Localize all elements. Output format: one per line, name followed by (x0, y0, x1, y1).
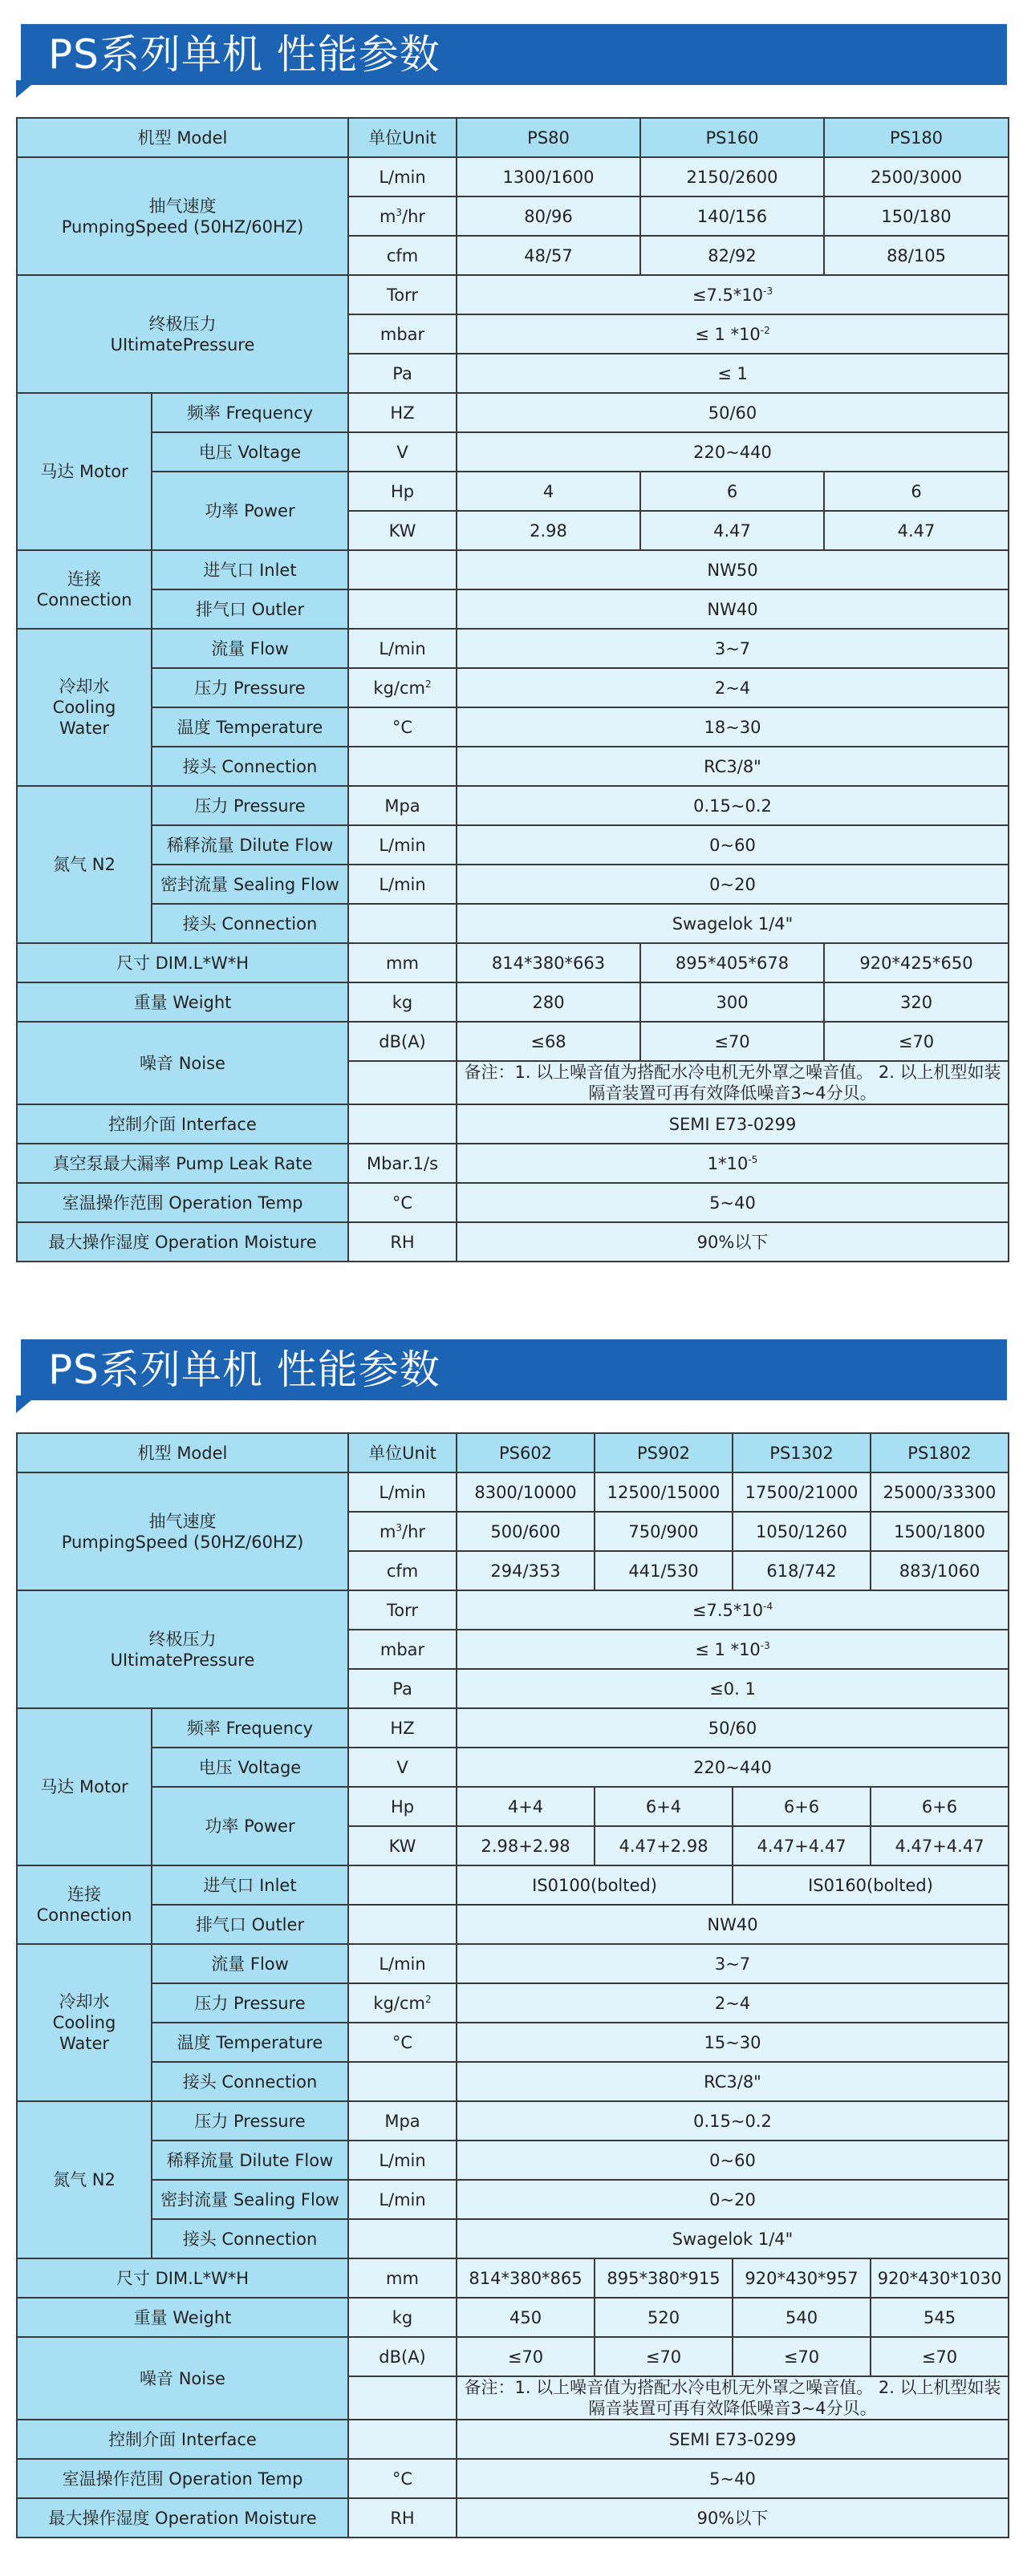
header-model-name: PS602 (457, 1433, 595, 1472)
section-banner (0, 24, 1027, 104)
banner-notch (16, 1395, 37, 1413)
cooling-water-label: 冷却水 Cooling Water (17, 629, 152, 786)
value-cell: ≤70 (871, 2337, 1009, 2376)
dilute-flow-label: 稀释流量 Dilute Flow (152, 2141, 348, 2180)
value-cell: 6 (640, 472, 824, 511)
table-row (17, 668, 1009, 707)
value-cell: Swagelok 1/4" (457, 904, 1009, 943)
table-row (17, 786, 1009, 825)
table-row (17, 2498, 1009, 2538)
value-cell: NW40 (457, 1905, 1009, 1944)
value-cell: 90%以下 (457, 2498, 1009, 2538)
value-cell: 540 (733, 2298, 871, 2337)
operation-moisture-label: 最大操作湿度 Operation Moisture (17, 1222, 348, 1262)
value-cell: 814*380*865 (457, 2258, 595, 2298)
table-row (17, 157, 1009, 196)
unit-cell: L/min (348, 157, 457, 196)
outlet-label: 排气口 Outler (152, 589, 348, 629)
sealing-flow-label: 密封流量 Sealing Flow (152, 2180, 348, 2219)
table-row (17, 2141, 1009, 2180)
voltage-label: 电压 Voltage (152, 1748, 348, 1787)
weight-label: 重量 Weight (17, 2298, 348, 2337)
pressure-label: 压力 Pressure (152, 786, 348, 825)
value-cell: 450 (457, 2298, 595, 2337)
voltage-label: 电压 Voltage (152, 432, 348, 472)
value-cell: ≤ 1 $*10^{-3}$ (457, 1630, 1009, 1669)
unit-cell (348, 550, 457, 589)
interface-label: 控制介面 Interface (17, 1104, 348, 1144)
unit-cell (348, 1061, 457, 1104)
table-row (17, 1022, 1009, 1061)
unit-cell (348, 1865, 457, 1905)
table-row (17, 1144, 1009, 1183)
unit-cell: °C (348, 707, 457, 747)
value-cell: 220~440 (457, 432, 1009, 472)
value-cell: 140/156 (640, 196, 824, 236)
table-row (17, 747, 1009, 786)
value-cell: 0.15~0.2 (457, 786, 1009, 825)
frequency-label: 频率 Frequency (152, 1708, 348, 1748)
table-row (17, 550, 1009, 589)
value-cell: 2500/3000 (824, 157, 1009, 196)
unit-cell: L/min (348, 865, 457, 904)
header-model-name: PS902 (595, 1433, 733, 1472)
leak-rate-label: 真空泵最大漏率 Pump Leak Rate (17, 1144, 348, 1183)
value-cell: ≤70 (733, 2337, 871, 2376)
table-row (17, 1865, 1009, 1905)
unit-cell: kg (348, 2298, 457, 2337)
value-cell: 2.98 (457, 511, 640, 550)
spec-section-2 (0, 1339, 1027, 2528)
value-cell: 220~440 (457, 1748, 1009, 1787)
table-row (17, 2298, 1009, 2337)
value-cell: 150/180 (824, 196, 1009, 236)
table-row (17, 2420, 1009, 2459)
unit-cell: °C (348, 2459, 457, 2498)
noise-note: 备注：1. 以上噪音值为搭配水冷电机无外罩之噪音值。 2. 以上机型如装隔音装置可再有效降低噪音3~4分贝。 (457, 2376, 1009, 2420)
cooling-water-label: 冷却水 Cooling Water (17, 1944, 152, 2101)
pumping-speed-label: 抽气速度 PumpingSpeed (50HZ/60HZ) (17, 1472, 348, 1590)
spec-table (16, 1432, 1009, 2538)
table-row (17, 1590, 1009, 1630)
unit-cell: L/min (348, 1472, 457, 1512)
ultimate-pressure-label: 终极压力 UItimatePressure (17, 1590, 348, 1708)
value-cell: RC3/8" (457, 2062, 1009, 2101)
value-cell: ≤70 (457, 2337, 595, 2376)
value-cell: 2.98+2.98 (457, 1826, 595, 1865)
value-cell: 6+6 (871, 1787, 1009, 1826)
value-cell: 814*380*663 (457, 943, 640, 982)
unit-cell: cfm (348, 1551, 457, 1590)
value-cell: NW50 (457, 550, 1009, 589)
unit-cell: Hp (348, 472, 457, 511)
operation-temp-label: 室温操作范围 Operation Temp (17, 2459, 348, 2498)
header-unit: 单位Unit (348, 118, 457, 157)
value-cell: 300 (640, 982, 824, 1022)
unit-cell: kg (348, 982, 457, 1022)
table-row (17, 2258, 1009, 2298)
table-row (17, 1183, 1009, 1222)
motor-label: 马达 Motor (17, 1708, 152, 1865)
value-cell: 4.47 (640, 511, 824, 550)
table-row (17, 1944, 1009, 1983)
unit-cell: Hp (348, 1787, 457, 1826)
header-model-name: PS180 (824, 118, 1009, 157)
value-cell: 2~4 (457, 1983, 1009, 2023)
value-cell: 545 (871, 2298, 1009, 2337)
unit-cell: HZ (348, 393, 457, 432)
connection-sub-label: 接头 Connection (152, 2062, 348, 2101)
value-cell: 4+4 (457, 1787, 595, 1826)
header-model-name: PS1802 (871, 1433, 1009, 1472)
value-cell: 6+4 (595, 1787, 733, 1826)
unit-cell (348, 2219, 457, 2258)
weight-label: 重量 Weight (17, 982, 348, 1022)
unit-cell: L/min (348, 629, 457, 668)
value-cell: ≤0. 1 (457, 1669, 1009, 1708)
value-cell: 25000/33300 (871, 1472, 1009, 1512)
value-cell: 0~60 (457, 2141, 1009, 2180)
unit-cell: RH (348, 2498, 457, 2538)
noise-note: 备注：1. 以上噪音值为搭配水冷电机无外罩之噪音值。 2. 以上机型如装隔音装置可再有效降低噪音3~4分贝。 (457, 1061, 1009, 1104)
value-cell: 12500/15000 (595, 1472, 733, 1512)
unit-cell: $m^3/hr$ (348, 196, 457, 236)
unit-cell (348, 747, 457, 786)
value-cell: 88/105 (824, 236, 1009, 275)
connection-label: 连接 Connection (17, 550, 152, 629)
value-cell: 5~40 (457, 2459, 1009, 2498)
value-cell: 2150/2600 (640, 157, 824, 196)
value-cell: 0~20 (457, 2180, 1009, 2219)
unit-cell: L/min (348, 825, 457, 865)
value-cell: ≤70 (640, 1022, 824, 1061)
interface-label: 控制介面 Interface (17, 2420, 348, 2459)
value-cell: 4.47 (824, 511, 1009, 550)
value-cell: SEMI E73-0299 (457, 2420, 1009, 2459)
value-cell: 6+6 (733, 1787, 871, 1826)
spec-table (16, 117, 1009, 1262)
value-cell: 920*430*1030 (871, 2258, 1009, 2298)
unit-cell: $m^3/hr$ (348, 1512, 457, 1551)
unit-cell: RH (348, 1222, 457, 1262)
value-cell: 750/900 (595, 1512, 733, 1551)
unit-cell: dB(A) (348, 1022, 457, 1061)
value-cell: $\le 7.5*10^{-3}$ (457, 275, 1009, 314)
table-row (17, 904, 1009, 943)
header-model-name: PS1302 (733, 1433, 871, 1472)
table-row (17, 982, 1009, 1022)
unit-cell: Mpa (348, 2101, 457, 2141)
table-row (17, 1222, 1009, 1262)
header-model-name: PS80 (457, 118, 640, 157)
section-banner (0, 1339, 1027, 1420)
connection-sub-label: 接头 Connection (152, 747, 348, 786)
value-cell: 5~40 (457, 1183, 1009, 1222)
value-cell: 4 (457, 472, 640, 511)
value-cell: 17500/21000 (733, 1472, 871, 1512)
unit-cell: V (348, 432, 457, 472)
unit-cell: V (348, 1748, 457, 1787)
table-row (17, 2101, 1009, 2141)
value-cell: 8300/10000 (457, 1472, 595, 1512)
value-cell: 4.47+2.98 (595, 1826, 733, 1865)
value-cell: ≤70 (824, 1022, 1009, 1061)
power-label: 功率 Power (152, 1787, 348, 1865)
header-model-name: PS160 (640, 118, 824, 157)
pressure-label: 压力 Pressure (152, 1983, 348, 2023)
table-row (17, 589, 1009, 629)
unit-cell: $kg/cm^2$ (348, 1983, 457, 2023)
unit-cell: HZ (348, 1708, 457, 1748)
table-row (17, 629, 1009, 668)
unit-cell: Pa (348, 1669, 457, 1708)
unit-cell: mm (348, 943, 457, 982)
banner-notch (16, 80, 37, 98)
unit-cell: Torr (348, 275, 457, 314)
n2-label: 氮气 N2 (17, 2101, 152, 2258)
flow-label: 流量 Flow (152, 1944, 348, 1983)
table-row (17, 943, 1009, 982)
inlet-label: 进气口 Inlet (152, 1865, 348, 1905)
table-row (17, 2023, 1009, 2062)
value-cell: 320 (824, 982, 1009, 1022)
unit-cell (348, 1104, 457, 1144)
connection-sub-label: 接头 Connection (152, 2219, 348, 2258)
noise-label: 噪音 Noise (17, 2337, 348, 2420)
unit-cell: Torr (348, 1590, 457, 1630)
unit-cell (348, 904, 457, 943)
table-row (17, 1748, 1009, 1787)
unit-cell: L/min (348, 1944, 457, 1983)
unit-cell: L/min (348, 2180, 457, 2219)
unit-cell: KW (348, 511, 457, 550)
value-cell: Swagelok 1/4" (457, 2219, 1009, 2258)
value-cell: 895*405*678 (640, 943, 824, 982)
operation-temp-label: 室温操作范围 Operation Temp (17, 1183, 348, 1222)
value-cell: $1*10^{-5}$ (457, 1144, 1009, 1183)
value-cell: 4.47+4.47 (733, 1826, 871, 1865)
value-cell: RC3/8" (457, 747, 1009, 786)
table-row (17, 1905, 1009, 1944)
unit-cell (348, 589, 457, 629)
value-cell: NW40 (457, 589, 1009, 629)
value-cell: 50/60 (457, 393, 1009, 432)
table-row (17, 275, 1009, 314)
section-title: PS系列单机 性能参数 (48, 1347, 440, 1393)
n2-label: 氮气 N2 (17, 786, 152, 943)
table-row (17, 2219, 1009, 2258)
unit-cell: mbar (348, 1630, 457, 1669)
value-cell: 48/57 (457, 236, 640, 275)
value-cell: 1500/1800 (871, 1512, 1009, 1551)
table-row (17, 2459, 1009, 2498)
value-cell: 50/60 (457, 1708, 1009, 1748)
value-cell: 1300/1600 (457, 157, 640, 196)
unit-cell: Mpa (348, 786, 457, 825)
value-cell: SEMI E73-0299 (457, 1104, 1009, 1144)
table-row (17, 825, 1009, 865)
outlet-label: 排气口 Outler (152, 1905, 348, 1944)
value-cell: IS0160(bolted) (733, 1865, 1009, 1905)
unit-cell: dB(A) (348, 2337, 457, 2376)
unit-cell: KW (348, 1826, 457, 1865)
unit-cell: °C (348, 2023, 457, 2062)
unit-cell: Pa (348, 354, 457, 393)
pumping-speed-label: 抽气速度 PumpingSpeed (50HZ/60HZ) (17, 157, 348, 275)
value-cell: 520 (595, 2298, 733, 2337)
value-cell: 883/1060 (871, 1551, 1009, 1590)
value-cell: ≤70 (595, 2337, 733, 2376)
pressure-label: 压力 Pressure (152, 2101, 348, 2141)
unit-cell: mbar (348, 314, 457, 354)
frequency-label: 频率 Frequency (152, 393, 348, 432)
dilute-flow-label: 稀释流量 Dilute Flow (152, 825, 348, 865)
unit-cell: cfm (348, 236, 457, 275)
unit-cell: L/min (348, 2141, 457, 2180)
value-cell: 441/530 (595, 1551, 733, 1590)
noise-label: 噪音 Noise (17, 1022, 348, 1104)
table-row (17, 2062, 1009, 2101)
value-cell: IS0100(bolted) (457, 1865, 733, 1905)
value-cell: 18~30 (457, 707, 1009, 747)
table-row (17, 1472, 1009, 1512)
table-row (17, 2180, 1009, 2219)
table-row (17, 2337, 1009, 2376)
table-row (17, 118, 1009, 157)
value-cell: 6 (824, 472, 1009, 511)
unit-cell: $kg/cm^2$ (348, 668, 457, 707)
table-row (17, 707, 1009, 747)
flow-label: 流量 Flow (152, 629, 348, 668)
temperature-label: 温度 Temperature (152, 2023, 348, 2062)
value-cell: $\le 7.5*10^{-4}$ (457, 1590, 1009, 1630)
value-cell: 90%以下 (457, 1222, 1009, 1262)
power-label: 功率 Power (152, 472, 348, 550)
value-cell: 618/742 (733, 1551, 871, 1590)
section-title: PS系列单机 性能参数 (48, 31, 440, 78)
unit-cell: Mbar.1/s (348, 1144, 457, 1183)
header-model: 机型 Model (17, 1433, 348, 1472)
operation-moisture-label: 最大操作湿度 Operation Moisture (17, 2498, 348, 2538)
value-cell: 82/92 (640, 236, 824, 275)
value-cell: ≤ 1 $*10^{-2}$ (457, 314, 1009, 354)
value-cell: ≤ 1 (457, 354, 1009, 393)
spec-section-1 (0, 24, 1027, 1252)
pressure-label: 压力 Pressure (152, 668, 348, 707)
value-cell: 15~30 (457, 2023, 1009, 2062)
motor-label: 马达 Motor (17, 393, 152, 550)
table-row (17, 1708, 1009, 1748)
unit-cell (348, 2420, 457, 2459)
value-cell: 3~7 (457, 1944, 1009, 1983)
value-cell: 294/353 (457, 1551, 595, 1590)
unit-cell (348, 1905, 457, 1944)
header-unit: 单位Unit (348, 1433, 457, 1472)
unit-cell (348, 2062, 457, 2101)
unit-cell: mm (348, 2258, 457, 2298)
table-row (17, 1787, 1009, 1826)
sealing-flow-label: 密封流量 Sealing Flow (152, 865, 348, 904)
value-cell: 895*380*915 (595, 2258, 733, 2298)
value-cell: 2~4 (457, 668, 1009, 707)
table-row (17, 472, 1009, 511)
value-cell: 80/96 (457, 196, 640, 236)
ultimate-pressure-label: 终极压力 UItimatePressure (17, 275, 348, 393)
value-cell: 0~20 (457, 865, 1009, 904)
value-cell: 920*430*957 (733, 2258, 871, 2298)
header-model: 机型 Model (17, 118, 348, 157)
value-cell: 0.15~0.2 (457, 2101, 1009, 2141)
value-cell: 920*425*650 (824, 943, 1009, 982)
dim-label: 尺寸 DIM.L*W*H (17, 2258, 348, 2298)
unit-cell: °C (348, 1183, 457, 1222)
connection-sub-label: 接头 Connection (152, 904, 348, 943)
unit-cell (348, 2376, 457, 2420)
table-row (17, 865, 1009, 904)
value-cell: 0~60 (457, 825, 1009, 865)
value-cell: ≤68 (457, 1022, 640, 1061)
value-cell: 3~7 (457, 629, 1009, 668)
dim-label: 尺寸 DIM.L*W*H (17, 943, 348, 982)
table-row (17, 393, 1009, 432)
temperature-label: 温度 Temperature (152, 707, 348, 747)
value-cell: 1050/1260 (733, 1512, 871, 1551)
connection-label: 连接 Connection (17, 1865, 152, 1944)
table-row (17, 1104, 1009, 1144)
table-row (17, 1983, 1009, 2023)
table-row (17, 1433, 1009, 1472)
value-cell: 4.47+4.47 (871, 1826, 1009, 1865)
value-cell: 500/600 (457, 1512, 595, 1551)
inlet-label: 进气口 Inlet (152, 550, 348, 589)
table-row (17, 432, 1009, 472)
value-cell: 280 (457, 982, 640, 1022)
